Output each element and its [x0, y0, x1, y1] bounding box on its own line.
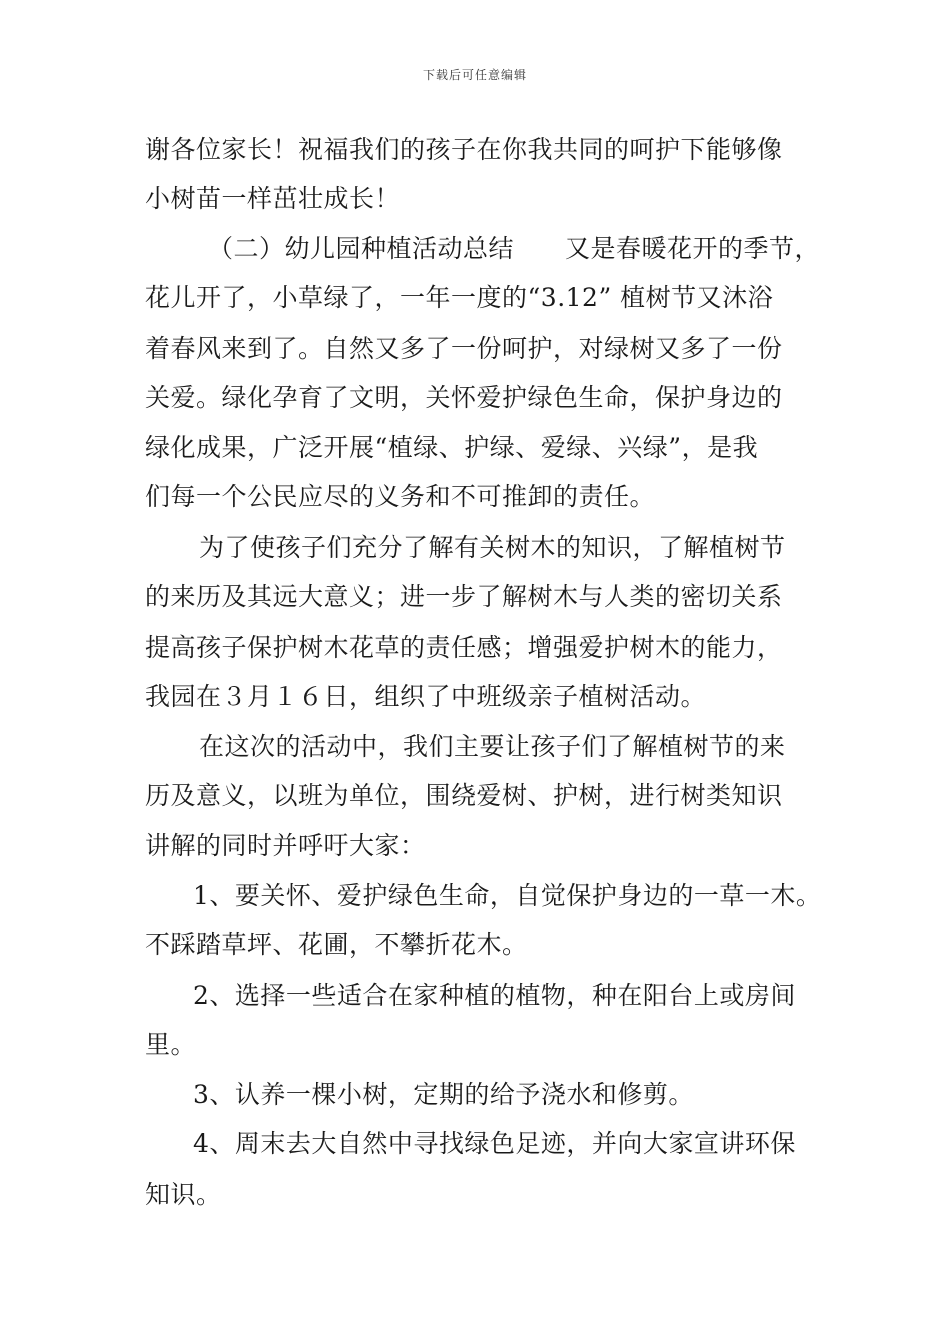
text-line: 关爱。绿化孕育了文明，关怀爱护绿色生命，保护身边的 — [145, 383, 783, 412]
text-line: 里。 — [145, 1030, 197, 1059]
text-line: 小树苗一样茁壮成长！ — [145, 184, 401, 213]
text-line: 知识。 — [145, 1180, 222, 1209]
text-line: 的来历及其远大意义；进一步了解树木与人类的密切关系 — [145, 582, 783, 611]
text-line: 绿化成果，广泛开展“植绿、护绿、爱绿、兴绿”，是我 — [145, 433, 759, 462]
text-line: 在这次的活动中，我们主要让孩子们了解植树节的来 — [199, 732, 786, 761]
text-line: 1、要关怀、爱护绿色生命，自觉保护身边的一草一木。 — [193, 881, 822, 910]
text-line: 2、选择一些适合在家种植的植物，种在阳台上或房间 — [193, 981, 796, 1010]
text-line: 3、认养一棵小树，定期的给予浇水和修剪。 — [193, 1080, 694, 1109]
text-line: 提高孩子保护树木花草的责任感；增强爱护树木的能力， — [145, 633, 783, 662]
text-line: 讲解的同时并呼吁大家： — [145, 831, 426, 860]
text-line: 们每一个公民应尽的义务和不可推卸的责任。 — [145, 482, 656, 511]
text-line: （二）幼儿园种植活动总结 又是春暖花开的季节， — [208, 234, 821, 263]
text-line: 不踩踏草坪、花圃，不攀折花木。 — [145, 930, 528, 959]
text-line: 谢各位家长！祝福我们的孩子在你我共同的呵护下能够像 — [145, 135, 783, 164]
text-line: 我园在３月１６日，组织了中班级亲子植树活动。 — [145, 682, 707, 711]
header-note: 下载后可任意编辑 — [422, 68, 527, 82]
text-line: 着春风来到了。自然又多了一份呵护，对绿树又多了一份 — [145, 334, 783, 363]
text-line: 花儿开了，小草绿了，一年一度的“3.12” 植树节又沐浴 — [145, 283, 774, 312]
text-line: 历及意义，以班为单位，围绕爱树、护树，进行树类知识 — [145, 781, 783, 810]
text-line: 4、周末去大自然中寻找绿色足迹，并向大家宣讲环保 — [193, 1129, 796, 1158]
text-line: 为了使孩子们充分了解有关树木的知识，了解植树节 — [199, 533, 786, 562]
